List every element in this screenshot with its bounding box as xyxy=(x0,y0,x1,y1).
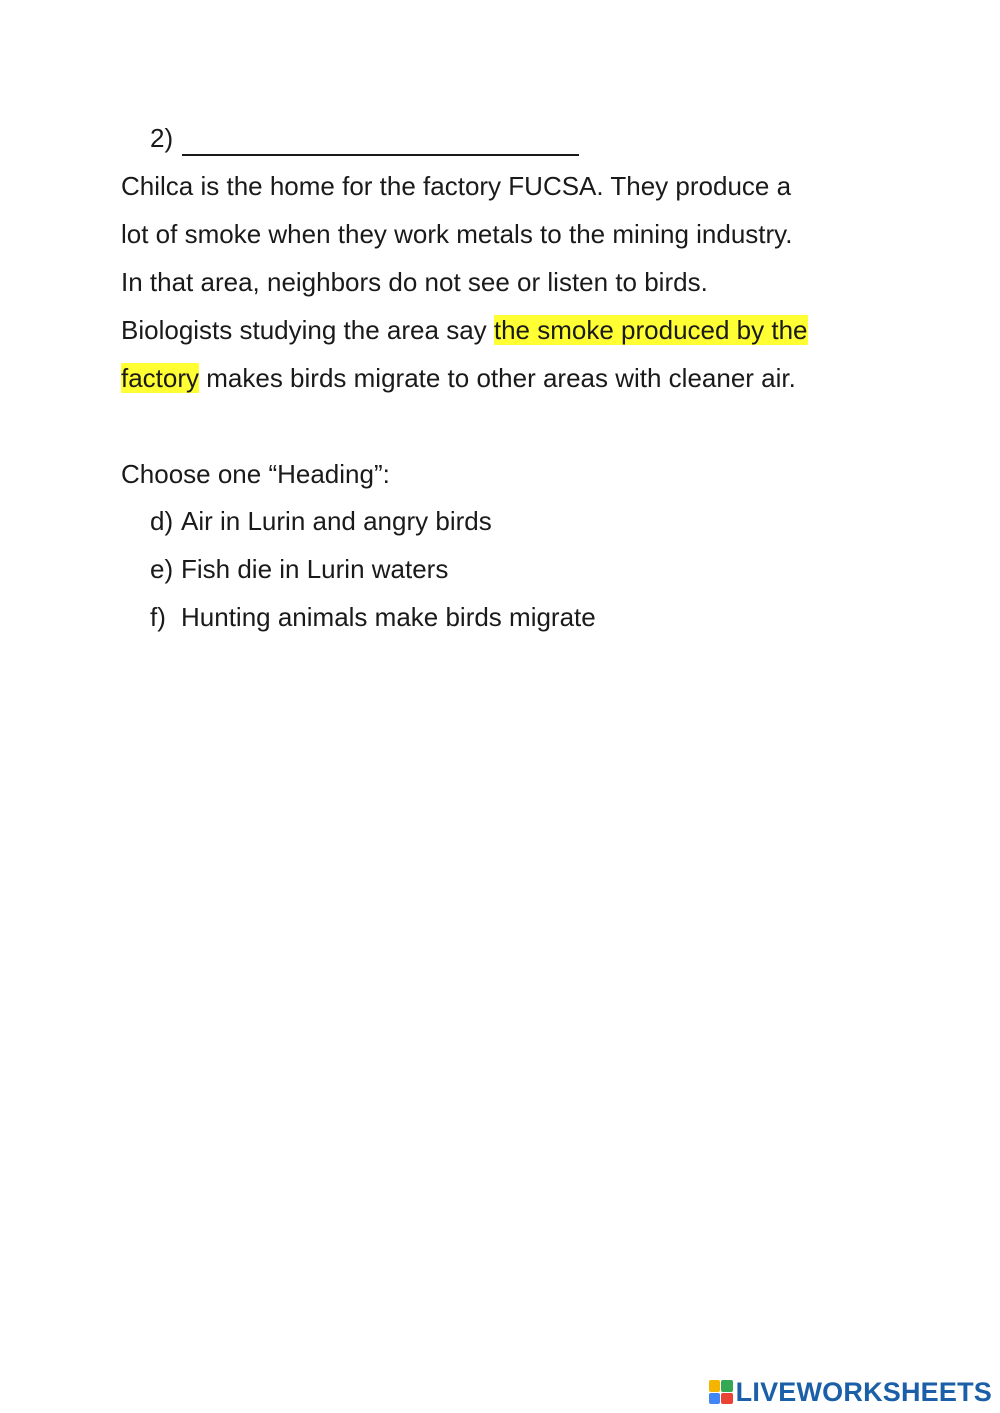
heading-option-e[interactable] xyxy=(150,545,596,593)
paragraph-text: makes birds migrate to other areas with cleaner air. xyxy=(199,363,796,393)
option-text: Hunting animals make birds migrate xyxy=(181,602,596,632)
answer-blank[interactable] xyxy=(182,124,579,156)
liveworksheets-logo-icon xyxy=(709,1380,733,1404)
paragraph-line: Chilca is the home for the factory FUCSA. They produce a xyxy=(121,171,792,201)
option-letter: f) xyxy=(150,602,166,632)
highlighted-text: factory xyxy=(121,363,200,393)
heading-options-list xyxy=(150,497,596,641)
question-number-line xyxy=(150,120,579,156)
option-text: Fish die in Lurin waters xyxy=(181,554,449,584)
option-letter: d) xyxy=(150,506,174,536)
highlighted-text: the smoke produced by the xyxy=(493,315,808,345)
heading-option-d[interactable] xyxy=(150,497,596,545)
liveworksheets-logo-text: LIVEWORKSHEETS xyxy=(735,1377,992,1407)
question-number: 2) xyxy=(150,123,174,153)
option-letter: e) xyxy=(150,554,174,584)
heading-prompt: Choose one “Heading”: xyxy=(121,459,390,489)
paragraph-line: In that area, neighbors do not see or listen to birds. xyxy=(121,267,708,297)
liveworksheets-logo xyxy=(709,1377,992,1407)
reading-paragraph xyxy=(121,162,881,402)
heading-option-f[interactable] xyxy=(150,593,596,641)
paragraph-line xyxy=(121,354,881,402)
option-text: Air in Lurin and angry birds xyxy=(181,506,492,536)
paragraph-text: Biologists studying the area say xyxy=(121,315,494,345)
paragraph-line: lot of smoke when they work metals to the mining industry. xyxy=(121,219,793,249)
paragraph-line xyxy=(121,306,881,354)
